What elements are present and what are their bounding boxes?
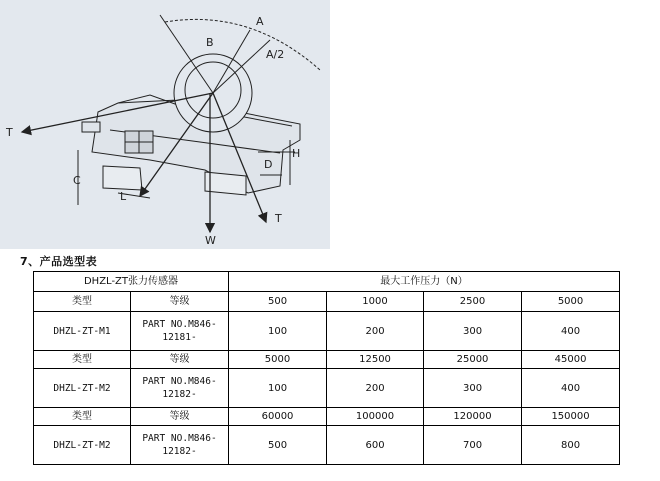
- grade-cell: 500: [229, 426, 327, 465]
- pressure-cell: 25000: [424, 351, 522, 369]
- grade-cell: 300: [424, 312, 522, 351]
- part-number-line2: 12181-: [162, 332, 197, 343]
- label-w: W: [205, 234, 216, 247]
- part-number-line1: PART NO.M846-: [142, 319, 217, 330]
- grade-cell: 100: [229, 369, 327, 408]
- pressure-cell: 2500: [424, 292, 522, 312]
- table-row: [34, 312, 620, 351]
- type-label: 类型: [34, 408, 131, 426]
- type-label: 类型: [34, 351, 131, 369]
- sensor-drawing: [0, 0, 330, 249]
- header-pressure: 最大工作压力（N）: [229, 272, 620, 292]
- table-row: [34, 408, 620, 426]
- grade-cell: 700: [424, 426, 522, 465]
- part-number-cell: [131, 426, 229, 465]
- label-h: H: [292, 147, 301, 160]
- table-row: [34, 369, 620, 408]
- grade-cell: 300: [424, 369, 522, 408]
- part-number-line1: PART NO.M846-: [142, 376, 217, 387]
- type-label: 类型: [34, 292, 131, 312]
- sensor-bracket: [103, 166, 142, 190]
- label-a-half: A/2: [266, 48, 285, 61]
- label-c: C: [73, 174, 81, 187]
- grade-cell: 800: [522, 426, 620, 465]
- part-number-cell: [131, 369, 229, 408]
- grade-cell: 600: [327, 426, 424, 465]
- table-row: [34, 351, 620, 369]
- pressure-cell: 150000: [522, 408, 620, 426]
- pressure-cell: 5000: [522, 292, 620, 312]
- grade-label: 等级: [131, 408, 229, 426]
- label-t-left: T: [6, 126, 13, 139]
- selection-table: [33, 271, 620, 465]
- model-cell: DHZL-ZT-M1: [34, 312, 131, 351]
- table-header-row: [34, 272, 620, 292]
- part-number-line1: PART NO.M846-: [142, 433, 217, 444]
- pressure-cell: 5000: [229, 351, 327, 369]
- grade-cell: 100: [229, 312, 327, 351]
- pressure-cell: 500: [229, 292, 327, 312]
- header-model: DHZL-ZT张力传感器: [34, 272, 229, 292]
- pressure-cell: 120000: [424, 408, 522, 426]
- pressure-cell: 1000: [327, 292, 424, 312]
- pressure-cell: 45000: [522, 351, 620, 369]
- section-title: 7、产品选型表: [20, 255, 98, 268]
- sensor-slot: [205, 172, 246, 195]
- pressure-cell: 60000: [229, 408, 327, 426]
- grade-cell: 400: [522, 312, 620, 351]
- grade-label: 等级: [131, 292, 229, 312]
- grade-cell: 400: [522, 369, 620, 408]
- grade-cell: 200: [327, 369, 424, 408]
- label-b: B: [206, 36, 214, 49]
- sensor-bolt: [82, 122, 100, 132]
- model-cell: DHZL-ZT-M2: [34, 426, 131, 465]
- pressure-cell: 100000: [327, 408, 424, 426]
- label-l: L: [120, 190, 127, 203]
- grade-label: 等级: [131, 351, 229, 369]
- pressure-cell: 12500: [327, 351, 424, 369]
- label-t-right: T: [275, 212, 282, 225]
- label-d: D: [264, 158, 273, 171]
- grade-cell: 200: [327, 312, 424, 351]
- part-number-cell: [131, 312, 229, 351]
- table-row: [34, 292, 620, 312]
- part-number-line2: 12182-: [162, 446, 197, 457]
- sensor-drawing-svg: [0, 0, 330, 249]
- part-number-line2: 12182-: [162, 389, 197, 400]
- label-a: A: [256, 15, 264, 28]
- model-cell: DHZL-ZT-M2: [34, 369, 131, 408]
- table-row: [34, 426, 620, 465]
